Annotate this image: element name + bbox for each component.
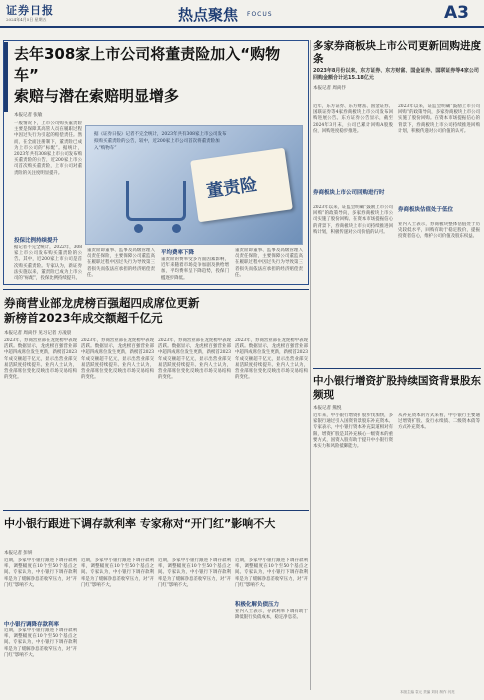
rail-subhead-buyback-2: 券商板块估值处于低位 bbox=[398, 207, 454, 213]
newspaper-logo: 证券日报 bbox=[6, 4, 54, 17]
rail-body-buyback-col1: 近年，东方证券、东方财富、国金证券、国联证券等4家券商板块上市公司发布回购进展公告。东方证券公告显示，截至2024年3月末，公司已累计回购A股股份，回购进度稳步推进。 bbox=[313, 104, 393, 134]
story2-headline-line2: 新榜首2023年成交额超千亿元 bbox=[4, 311, 163, 325]
lead-body-col1b: 据记者不完全统计，2022年，308家上市公司发布购买董责险的公告。其中，近200家上市公司是首次购买董责险。专家认为，新证券法实施以来，董责险已成为上市公司的“标配”，投保比例持续提升。 bbox=[14, 245, 82, 282]
section-divider bbox=[3, 289, 309, 290]
lead-photo bbox=[85, 125, 303, 245]
rail-story-buyback[interactable] bbox=[313, 40, 481, 91]
masthead bbox=[0, 0, 484, 28]
story2-byline: 本报记者 周尚伃 见习记者 方凌晨 bbox=[4, 331, 72, 336]
lead-body-col3: 董责险的费率受多方面因素影响，近年来随着市场竞争加剧及供给增加，平均费率呈下降趋势，投保门槛逐步降低。 bbox=[161, 257, 229, 281]
story2-headline-line1: 券商营业部龙虎榜百强超四成席位更新 bbox=[4, 296, 200, 310]
rail2-byline: 本报记者 熊悦 bbox=[313, 406, 342, 411]
issue-date: 2024年4月5日 星期五 bbox=[6, 17, 47, 22]
section-english: FOCUS bbox=[247, 11, 273, 18]
lead-byline: 本报记者 张敏 bbox=[14, 113, 43, 118]
rail-subhead-buyback-1: 券商板块上市公司回购进行时 bbox=[313, 190, 385, 196]
rail2-body-col1: 近年来，中小银行增资扩股步伐加快，多家银行通过引入国资背景股东补充资本。专家表示，中小银行资本补充渠道相对有限，增资扩股是其补充核心一级资本的重要方式，国资入股有助于提升中小银行资本实力和风险抵御能力。 bbox=[313, 413, 393, 450]
lead-headline-line1: 去年308家上市公司将董责险加入“购物车” bbox=[14, 45, 281, 84]
story3-subhead-2: 积极化解负债压力 bbox=[235, 602, 280, 608]
story3-body-col1: 近期，多家中小银行跟进下调存款利率，调整幅度在10个至50个基点之间。专家认为，中小银行下调存款利率是为了缓解净息差收窄压力，对“开门红”影响不大。 bbox=[4, 558, 77, 588]
story2-body-col1: 2023年，券商营业部在龙虎榜中表现活跃。数据显示，龙虎榜百强营业部中超四成席位发生更新，新榜首2023年成交额超千亿元，显示出营业部交易活跃度持续提升。业内人士认为，营业部席位变化反映出市场交易结构的变化。 bbox=[4, 338, 77, 381]
rail-body-buyback-col2b: 业内人士表示，券商板块整体估值处于历史较低水平，回购有助于稳定股价，提振投资者信心，维护公司价值及股东权益。 bbox=[398, 222, 480, 240]
shopping-cart-icon bbox=[126, 181, 186, 221]
story3-body-col1b: 近期，多家中小银行跟进下调存款利率，调整幅度在10个至50个基点之间。专家认为，中小银行下调存款利率是为了缓解净息差收窄压力，对“开门红”影响不大。 bbox=[4, 628, 77, 658]
lead-body-col1: 一般情况下，上市公司购买董责险主要是保障其高管人员在履职过程中因过失行为引起的赔偿责任。然而，在全面注册制下，董责险已成为上市公司的“标配”。据统计，2023年共有308家上市公司发布购买董责险的公告，近200家上市公司首次购买董责险，上市公司对董责险的关注度明显提升。 bbox=[14, 121, 82, 176]
column-divider bbox=[310, 40, 311, 690]
story2-body-col2: 2023年，券商营业部在龙虎榜中表现活跃。数据显示，龙虎榜百强营业部中超四成席位发生更新，新榜首2023年成交额超千亿元，显示出营业部交易活跃度持续提升。业内人士认为，营业部席位变化反映出市场交易结构的变化。 bbox=[81, 338, 154, 381]
story3-subhead-1: 中小银行调降存款利率 bbox=[4, 622, 60, 628]
rail-deck-buyback: 2023年8月份以来，东方证券、东方财富、国金证券、国联证券等4家公司回购金额合计达15.18亿元 bbox=[313, 68, 479, 81]
photo-caption: 据《证券日报》记者不完全统计，2023年共有308家上市公司发布拟购买董责险的公告，较中，近200家上市公司首次将董责险加入“购物车” bbox=[94, 132, 227, 151]
story2-body-col3: 2023年，券商营业部在龙虎榜中表现活跃。数据显示，龙虎榜百强营业部中超四成席位发生更新，新榜首2023年成交额超千亿元，显示出营业部交易活跃度持续提升。业内人士认为，营业部席位变化反映出市场交易结构的变化。 bbox=[158, 338, 231, 381]
story3-body-col2: 近期，多家中小银行跟进下调存款利率，调整幅度在10个至50个基点之间。专家认为，中小银行下调存款利率是为了缓解净息差收窄压力，对“开门红”影响不大。 bbox=[81, 558, 154, 588]
lead-body-col2: 董责险即董事、监事及高级管理人员责任保险，主要保障公司董监高在履职过程中因过失行为导致第三者损失而依法应承担的经济赔偿责任。 bbox=[87, 248, 155, 278]
cart-wheel-icon bbox=[134, 224, 143, 233]
lead-accent-bar bbox=[4, 42, 8, 112]
section-title: 热点聚焦 bbox=[178, 6, 239, 24]
story3-body-col4b: 业内人士表示，存款利率下调有助于降低银行负债成本，稳定净息差。 bbox=[235, 609, 308, 621]
insurance-card-label: 董责险 bbox=[205, 174, 259, 202]
lead-headline-line2: 索赔与潜在索赔明显增多 bbox=[14, 87, 180, 105]
rail-byline-buyback: 本报记者 周尚伃 bbox=[313, 86, 346, 91]
insurance-card-image bbox=[190, 148, 293, 223]
story3-byline: 本报记者 彭妍 bbox=[4, 551, 33, 556]
section-divider bbox=[3, 510, 309, 511]
lead-headline[interactable] bbox=[14, 44, 304, 107]
rail2-headline[interactable]: 中小银行增资扩股持续国资背景股东频现 bbox=[313, 375, 481, 401]
rail-body-buyback-col2: 2023年以来，证监会明确“鼓励上市公司回购”的政策导向，多家券商板块上市公司实施了股份回购。在资本市场提振信心的背景下，券商板块上市公司持续推进回购计划，积极传递对公司价值的认可。 bbox=[398, 104, 480, 134]
story3-body-col4: 近期，多家中小银行跟进下调存款利率，调整幅度在10个至50个基点之间。专家认为，中小银行下调存款利率是为了缓解净息差收窄压力，对“开门红”影响不大。 bbox=[235, 558, 308, 588]
lead-subhead-1: 投保比例持续提升 bbox=[14, 238, 59, 244]
story3-body-col3: 近期，多家中小银行跟进下调存款利率，调整幅度在10个至50个基点之间。专家认为，中小银行下调存款利率是为了缓解净息差收窄压力，对“开门红”影响不大。 bbox=[158, 558, 231, 588]
lead-body-col4: 董责险即董事、监事及高级管理人员责任保险，主要保障公司董监高在履职过程中因过失行为导致第三者损失而依法应承担的经济赔偿责任。 bbox=[235, 248, 303, 278]
cart-wheel-icon bbox=[172, 224, 181, 233]
rail2-body-col2: 从补充资本的方式来看，中小银行主要通过增资扩股、发行永续债、二级资本债等方式补充资本。 bbox=[398, 413, 480, 431]
page-number: A3 bbox=[444, 3, 469, 23]
story2-body-col4: 2023年，券商营业部在龙虎榜中表现活跃。数据显示，龙虎榜百强营业部中超四成席位发生更新，新榜首2023年成交额超千亿元，显示出营业部交易活跃度持续提升。业内人士认为，营业部席位变化反映出市场交易结构的变化。 bbox=[235, 338, 308, 381]
story2-headline[interactable] bbox=[4, 296, 304, 326]
lead-subhead-2: 平均费率下降 bbox=[161, 250, 195, 256]
rail-headline-buyback: 多家券商板块上市公司更新回购进度条 bbox=[313, 40, 481, 65]
story3-headline[interactable]: 中小银行跟进下调存款利率 专家称对“开门红”影响不大 bbox=[4, 517, 276, 530]
section-divider bbox=[313, 368, 481, 369]
page-footer: 本版主编 袁元 责编 刘钊 制作 闫亮 bbox=[400, 690, 455, 694]
rail-body-buyback-col1b: 2023年以来，证监会明确“鼓励上市公司回购”的政策导向，多家券商板块上市公司实施了股份回购。在资本市场提振信心的背景下，券商板块上市公司持续推进回购计划，积极传递对公司价值的认可。 bbox=[313, 205, 393, 235]
